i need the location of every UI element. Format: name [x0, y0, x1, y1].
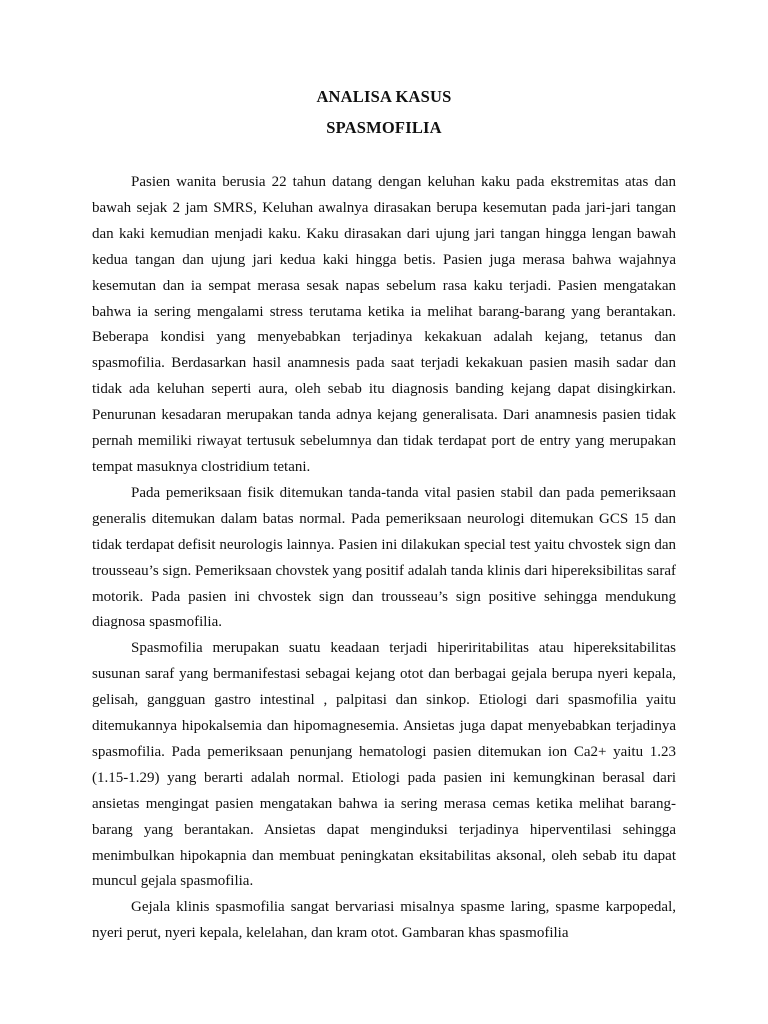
paragraph-clinical-symptoms: Gejala klinis spasmofilia sangat bervariasi misalnya spasme laring, spasme karpopedal, nyeri perut, nyeri kepala, kelelahan, dan kram otot. Gambaran khas spasmofilia: [92, 899, 676, 942]
paragraph-case-history: Pasien wanita berusia 22 tahun datang dengan keluhan kaku pada ekstremitas atas dan bawah sejak 2 jam SMRS, Keluhan awalnya dirasakan berupa kesemutan pada jari-jari tangan dan kaki kemudian menjadi kaku. Kaku dirasakan dari ujung jari tangan hingga lengan bawah kedua tangan dan ujung jari kedua kaki hingga betis. Pasien juga merasa bahwa wajahnya kesemutan dan ia sempat merasa sesak napas sebelum rasa kaku terjadi. Pasien mengatakan bahwa ia sering mengalami stress terutama ketika ia melihat barang-barang yang berantakan. Beberapa kondisi yang menyebabkan terjadinya kekakuan adalah kejang, tetanus dan spasmofilia. Berdasarkan hasil anamnesis pada saat terjadi kekakuan pasien masih sadar dan tidak ada keluhan seperti aura, oleh sebab itu diagnosis banding kejang dapat disingkirkan. Penurunan kesadaran merupakan tanda adnya kejang generalisata. Dari anamnesis pasien tidak pernah memiliki riwayat tertusuk sebelumnya dan tidak terdapat port de entry yang merupakan tempat masuknya clostridium tetani.: [92, 174, 676, 475]
paragraph-physical-exam: Pada pemeriksaan fisik ditemukan tanda-tanda vital pasien stabil dan pada pemeriksaan generalis ditemukan dalam batas normal. Pada pemeriksaan neurologi ditemukan GCS 15 dan tidak terdapat defisit neurologis lainnya. Pasien ini dilakukan special test yaitu chvostek sign dan trousseau’s sign. Pemeriksaan chovstek yang positif adalah tanda klinis dari hipereksibilitas saraf motorik. Pada pasien ini chvostek sign dan trousseau’s sign positive sehingga mendukung diagnosa spasmofilia.: [92, 484, 676, 631]
paragraph-etiology: Spasmofilia merupakan suatu keadaan terjadi hiperiritabilitas atau hipereksitabilitas susunan saraf yang bermanifestasi sebagai kejang otot dan berbagai gejala berupa nyeri kepala, gelisah, gangguan gastro intestinal , palpitasi dan sinkop. Etiologi dari spasmofilia yaitu ditemukannya hipokalsemia dan hipomagnesemia. Ansietas juga dapat menyebabkan terjadinya spasmofilia. Pada pemeriksaan penunjang hematologi pasien ditemukan ion Ca2+ yaitu 1.23 (1.15-1.29) yang berarti adalah normal. Etiologi pada pasien ini kemungkinan berasal dari ansietas mengingat pasien mengatakan bahwa ia sering merasa cemas ketika melihat barang-barang yang berantakan. Ansietas dapat menginduksi terjadinya hiperventilasi sehingga menimbulkan hipokapnia dan membuat peningkatan eksitabilitas aksonal, oleh sebab itu dapat muncul gejala spasmofilia.: [92, 640, 676, 890]
document-title: ANALISA KASUS: [316, 87, 452, 106]
document-subtitle: SPASMOFILIA: [326, 118, 442, 137]
document-body: [92, 170, 676, 947]
